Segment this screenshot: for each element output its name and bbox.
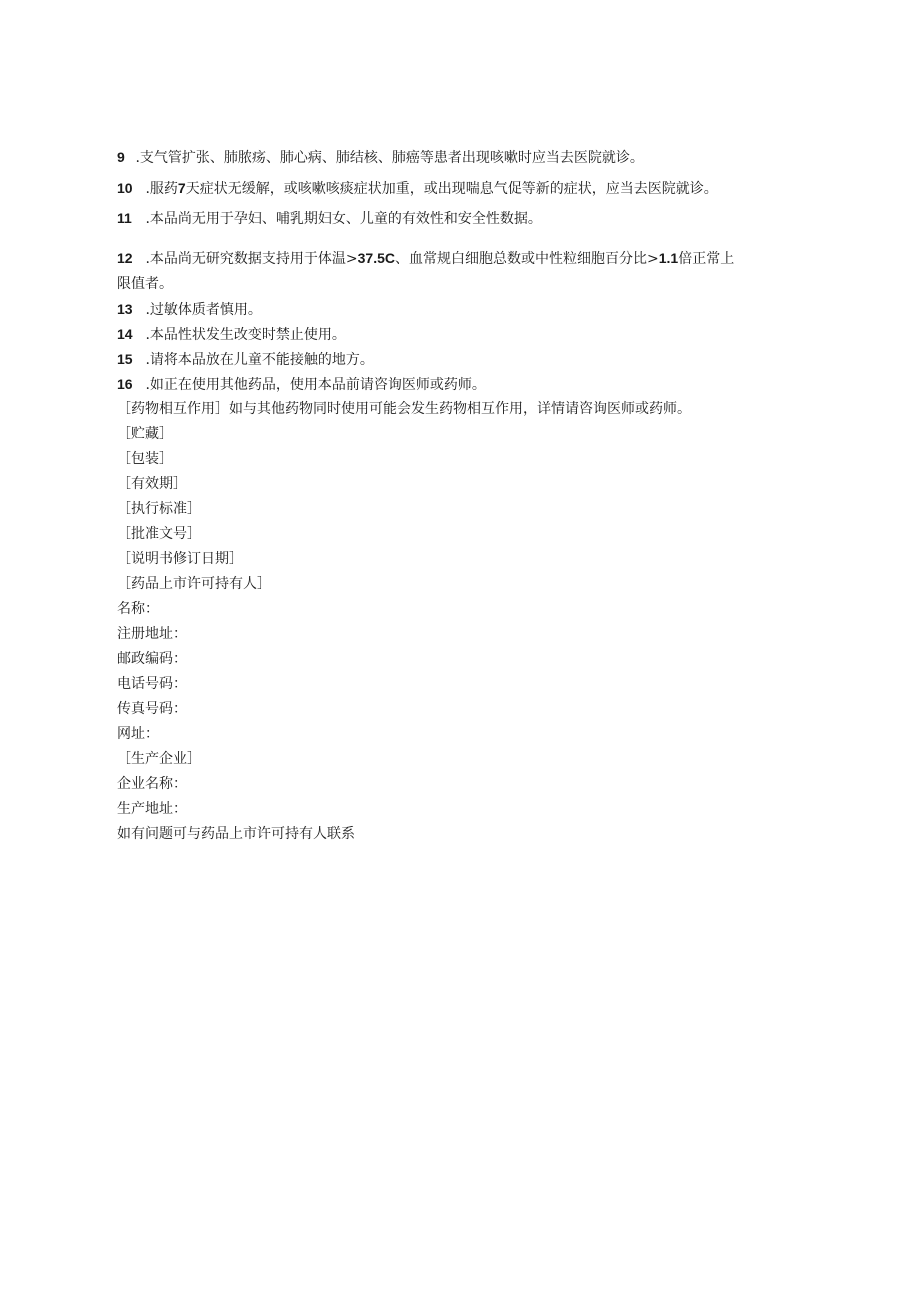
item-number: 13 — [117, 301, 133, 317]
precaution-item-9 — [117, 148, 644, 167]
item-number: 16 — [117, 376, 133, 392]
precaution-item-12-cont: 限值者。 — [117, 276, 173, 292]
item-text: .支气管扩张、肺脓疡、肺心病、肺结核、肺癌等患者出现咳嗽时应当去医院就诊。 — [135, 150, 644, 166]
item-text-c: 倍正常上 — [678, 251, 735, 267]
item-text: .如正在使用其他药品，使用本品前请咨询医师或药师。 — [145, 377, 486, 393]
item-text-a: .服药 — [145, 181, 178, 197]
holder-phone-field: 电话号码： — [117, 676, 187, 692]
item-text: .本品尚无用于孕妇、哺乳期妇女、儿童的有效性和安全性数据。 — [145, 211, 542, 227]
item-text: .请将本品放在儿童不能接触的地方。 — [145, 352, 374, 368]
item-number: 15 — [117, 351, 133, 367]
precaution-item-12 — [117, 249, 734, 268]
item-number: 14 — [117, 326, 133, 342]
holder-website-field: 网址： — [117, 726, 159, 742]
manufacturer-name-field: 企业名称： — [117, 776, 187, 792]
standard-section: ［执行标准］ — [117, 501, 201, 517]
precaution-item-15 — [117, 350, 374, 369]
revision-date-section: ［说明书修订日期］ — [117, 551, 243, 567]
item-number: 11 — [117, 210, 132, 226]
package-section: ［包装］ — [117, 451, 173, 467]
item-text-b: 天症状无缓解，或咳嗽咳痰症状加重，或出现喘息气促等新的症状，应当去医院就诊。 — [185, 181, 718, 197]
precaution-item-13 — [117, 300, 262, 319]
holder-reg-address-field: 注册地址： — [117, 626, 187, 642]
item-text-a: .本品尚无研究数据支持用于体温> — [145, 251, 358, 267]
precaution-item-10 — [117, 179, 718, 198]
license-holder-section: ［药品上市许可持有人］ — [117, 576, 271, 592]
drug-interaction-section: ［药物相互作用］如与其他药物同时使用可能会发生药物相互作用，详情请咨询医师或药师。 — [117, 401, 691, 417]
precaution-item-16 — [117, 375, 486, 394]
item-mult: 1.1 — [658, 250, 679, 266]
validity-section: ［有效期］ — [117, 476, 187, 492]
item-temp: 37.5C — [357, 250, 395, 266]
item-number: 10 — [117, 180, 133, 196]
contact-note: 如有问题可与药品上市许可持有人联系 — [117, 826, 355, 842]
manufacturer-address-field: 生产地址： — [117, 801, 187, 817]
item-text: .过敏体质者慎用。 — [145, 302, 262, 318]
holder-postcode-field: 邮政编码： — [117, 651, 187, 667]
item-text: .本品性状发生改变时禁止使用。 — [145, 327, 346, 343]
item-days: 7 — [177, 180, 186, 196]
holder-fax-field: 传真号码： — [117, 701, 187, 717]
holder-name-field: 名称： — [117, 601, 159, 617]
precaution-item-14 — [117, 325, 346, 344]
item-text-b: 、血常规白细胞总数或中性粒细胞百分比> — [395, 251, 659, 267]
approval-section: ［批准文号］ — [117, 526, 201, 542]
item-number: 9 — [117, 149, 125, 165]
storage-section: ［贮藏］ — [117, 426, 173, 442]
precaution-item-11 — [117, 209, 542, 228]
item-number: 12 — [117, 250, 133, 266]
manufacturer-section: ［生产企业］ — [117, 751, 201, 767]
